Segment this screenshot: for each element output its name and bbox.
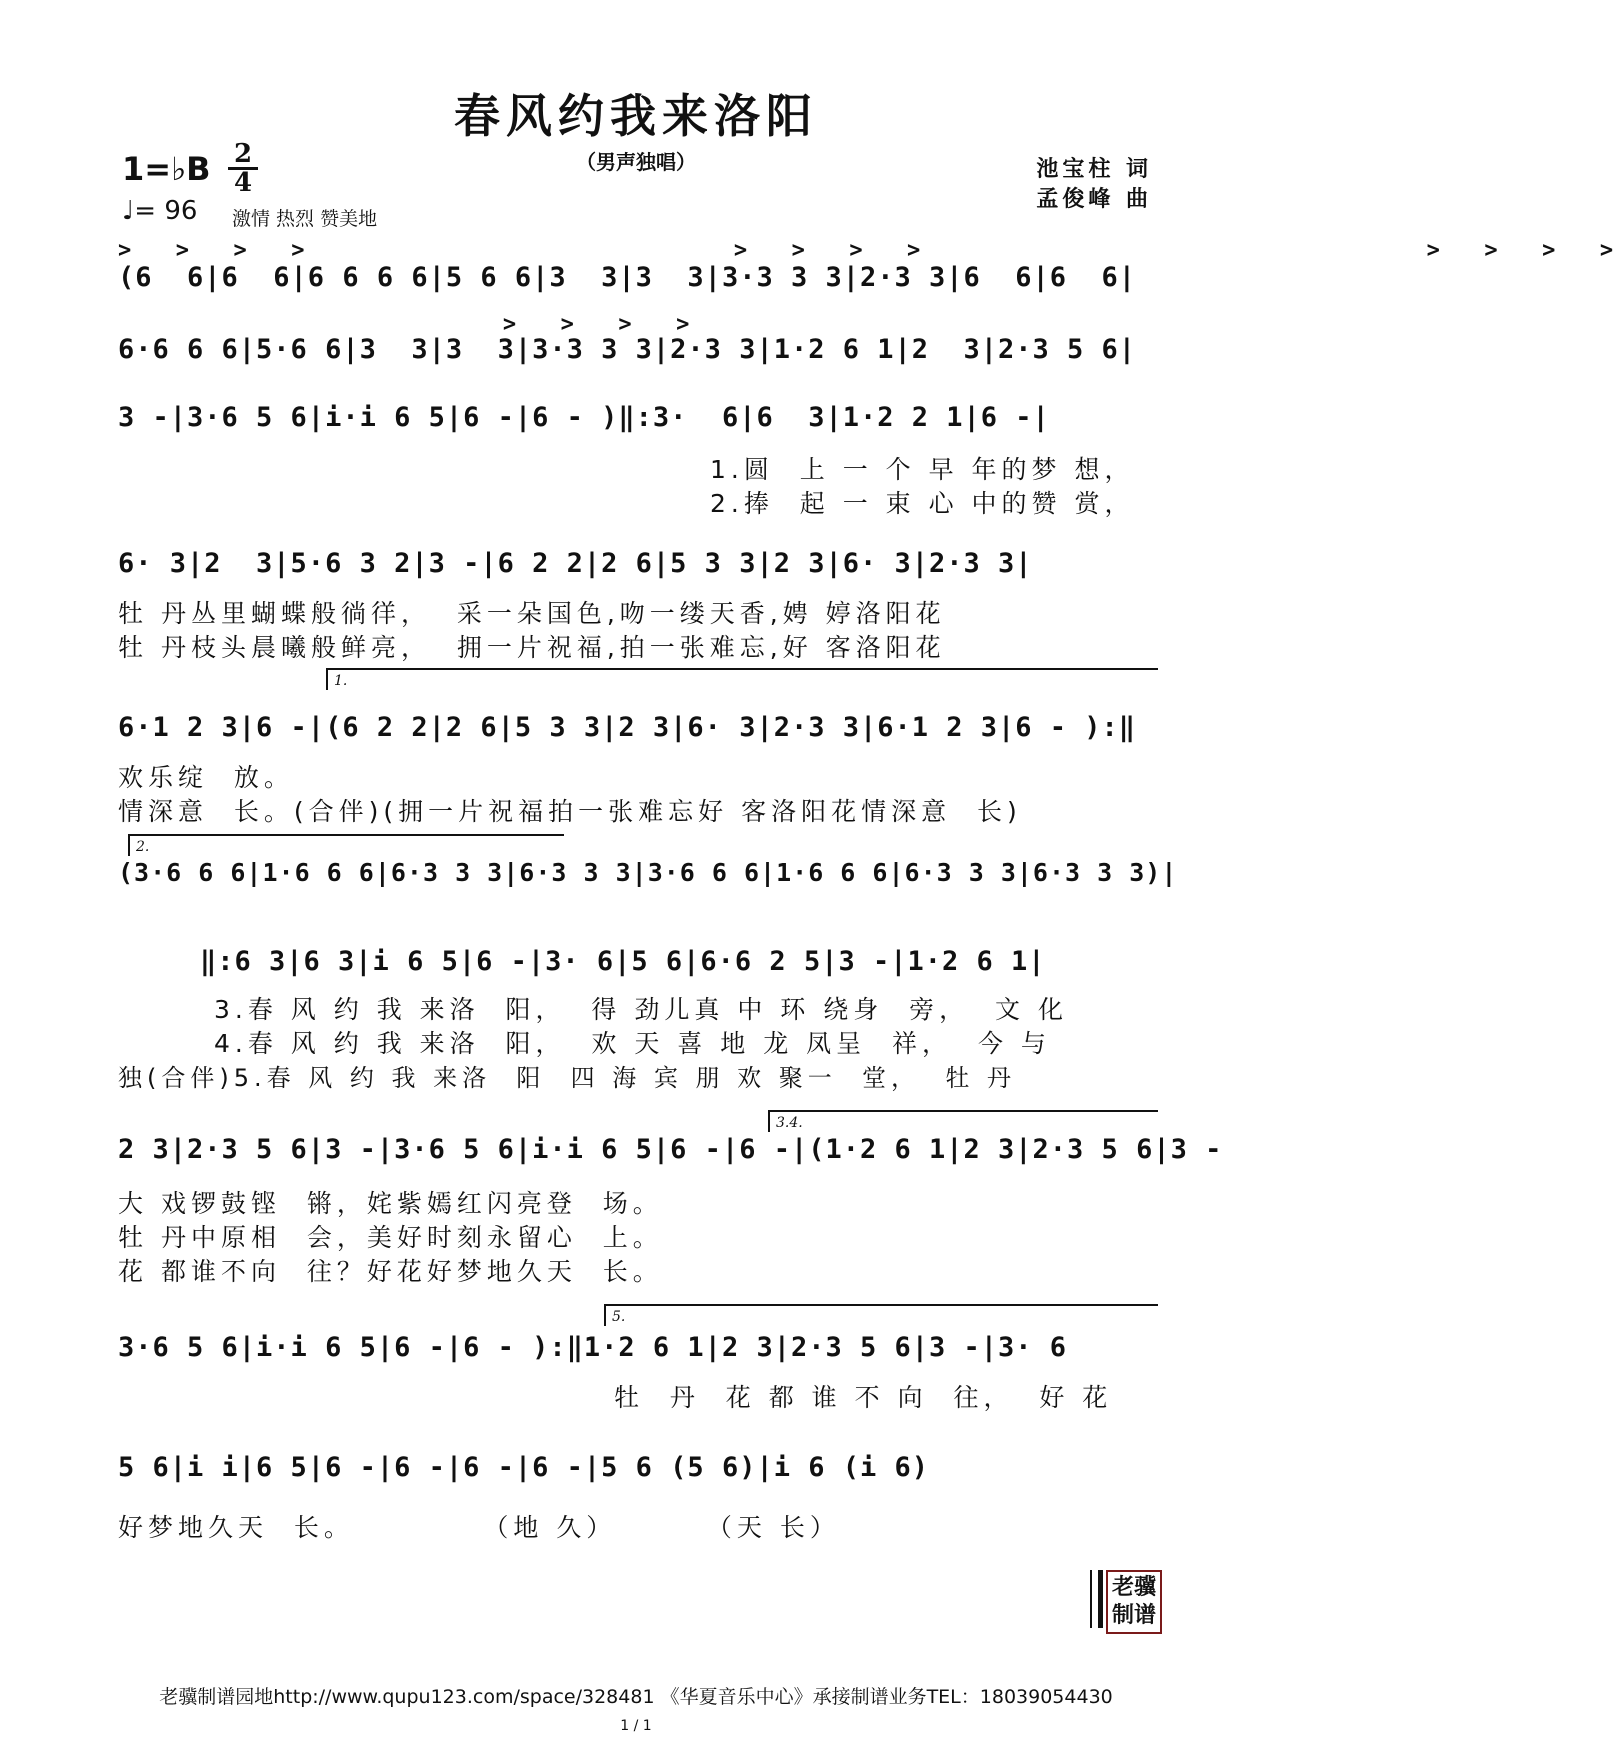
lyric-line-9: 牡 丹 花 都 谁 不 向 往， 好 花 <box>614 1383 1113 1412</box>
lyric-line-4a: 牡 丹丛里蝴蝶般徜徉， 采一朵国色,吻一缕天香,娉 婷洛阳花 <box>118 599 946 628</box>
volta-label-5: 5. <box>612 1309 626 1325</box>
notation-line-9: 3·6 5 6|i·i 6 5|6 -|6 - ):‖1·2 6 1|2 3|2·3 5 6|3 -|3· 6 <box>118 1332 1068 1363</box>
notation-line-10: 5 6|i i|6 5|6 -|6 -|6 -|6 -|5 6 (5 6)|i 6 (i 6) <box>118 1452 930 1483</box>
notation-line-1: (6 6|6 6|6 6 6 6|5 6 6|3 3|3 3|3·3 3 3|2·3 3|6 6|6 6| <box>118 262 1137 293</box>
expression-mark: 激情 热烈 赞美地 <box>232 208 378 230</box>
time-signature <box>228 139 258 198</box>
lyric-verse-3: 3.春 风 约 我 来洛 阳， 得 劲儿真 中 环 绕身 旁， 文 化 <box>214 995 1068 1024</box>
notation-line-8: 2 3|2·3 5 6|3 -|3·6 5 6|i·i 6 5|6 -|6 -|(1·2 6 1|2 3|2·3 5 6|3 - <box>118 1134 1223 1165</box>
time-signature-top: 2 <box>233 139 253 169</box>
lyric-line-8a: 大 戏锣鼓铿 锵，姹紫嫣红闪亮登 场。 <box>118 1189 663 1218</box>
lyric-line-5b: 情深意 长。(合伴)(拥一片祝福拍一张难忘好 客洛阳花情深意 长) <box>118 797 1022 826</box>
volta-bracket-1 <box>326 668 1158 690</box>
volta-bracket-34 <box>768 1110 1158 1132</box>
lyric-line-5a: 欢乐绽 放。 <box>118 763 294 792</box>
notation-line-5: 6·1 2 3|6 -|(6 2 2|2 6|5 3 3|2 3|6· 3|2·3 3|6·1 2 3|6 - ):‖ <box>118 712 1137 743</box>
lyric-line-4b: 牡 丹枝头晨曦般鲜亮， 拥一片祝福,拍一张难忘,好 客洛阳花 <box>118 633 946 662</box>
time-signature-bottom: 4 <box>233 168 253 198</box>
notation-line-3: 3 -|3·6 5 6|i·i 6 5|6 -|6 - )‖:3· 6|6 3|1·2 2 1|6 -| <box>118 402 1050 433</box>
volta-label-2: 2. <box>136 839 150 855</box>
volta-label-1: 1. <box>334 673 348 689</box>
composer-credit: 孟俊峰 曲 <box>1036 186 1152 212</box>
volta-label-34: 3.4. <box>776 1115 803 1131</box>
lyric-verse-1: 1.圆 上 一 个 早 年的梦 想， <box>710 455 1135 484</box>
footer-text: 老骥制谱园地http://www.qupu123.com/space/328481 《华夏音乐中心》承接制谱业务TEL：18039054430 <box>159 1686 1113 1708</box>
maker-stamp <box>1106 1570 1162 1634</box>
accent-row-1: > > > > > > > > > > > > <box>118 238 1619 263</box>
volta-bracket-2 <box>128 834 564 856</box>
lyric-line-8c: 花 都谁不向 往？好花好梦地久天 长。 <box>118 1257 663 1286</box>
accent-row-2: > > > > <box>118 312 696 337</box>
notation-line-4: 6· 3|2 3|5·6 3 2|3 -|6 2 2|2 6|5 3 3|2 3|6· 3|2·3 3| <box>118 548 1033 579</box>
volta-bracket-5 <box>604 1304 1158 1326</box>
lyric-verse-5: 独(合伴)5.春 风 约 我 来洛 阳 四 海 宾 朋 欢 聚一 堂， 牡 丹 <box>118 1064 1016 1092</box>
song-subtitle: （男声独唱） <box>576 150 696 174</box>
stamp-line-2: 制谱 <box>1111 1603 1156 1628</box>
lyric-verse-4: 4.春 风 约 我 来洛 阳， 欢 天 喜 地 龙 凤呈 祥， 今 与 <box>214 1029 1051 1058</box>
lyric-verse-2: 2.捧 起 一 束 心 中的赞 赏， <box>710 489 1135 518</box>
stamp-line-1: 老骥 <box>1111 1575 1156 1600</box>
song-title: 春风约我来洛阳 <box>454 89 818 143</box>
tempo-mark: ♩= 96 <box>122 196 198 226</box>
lyric-line-8b: 牡 丹中原相 会，美好时刻永留心 上。 <box>118 1223 663 1252</box>
key-signature: 1=♭B <box>122 150 211 188</box>
page-number: 1 / 1 <box>620 1718 652 1734</box>
final-barline <box>1090 1570 1103 1628</box>
lyricist-credit: 池宝柱 词 <box>1036 156 1152 182</box>
notation-line-7: ‖:6 3|6 3|i 6 5|6 -|3· 6|5 6|6·6 2 5|3 -|1·2 6 1| <box>200 946 1046 977</box>
lyric-line-10: 好梦地久天 长。 （地 久） （天 长） <box>118 1513 840 1542</box>
notation-line-6: (3·6 6 6|1·6 6 6|6·3 3 3|6·3 3 3|3·6 6 6|1·6 6 6|6·3 3 3|6·3 3 3)| <box>118 858 1178 887</box>
notation-line-2: 6·6 6 6|5·6 6|3 3|3 3|3·3 3 3|2·3 3|1·2 6 1|2 3|2·3 5 6| <box>118 334 1137 365</box>
